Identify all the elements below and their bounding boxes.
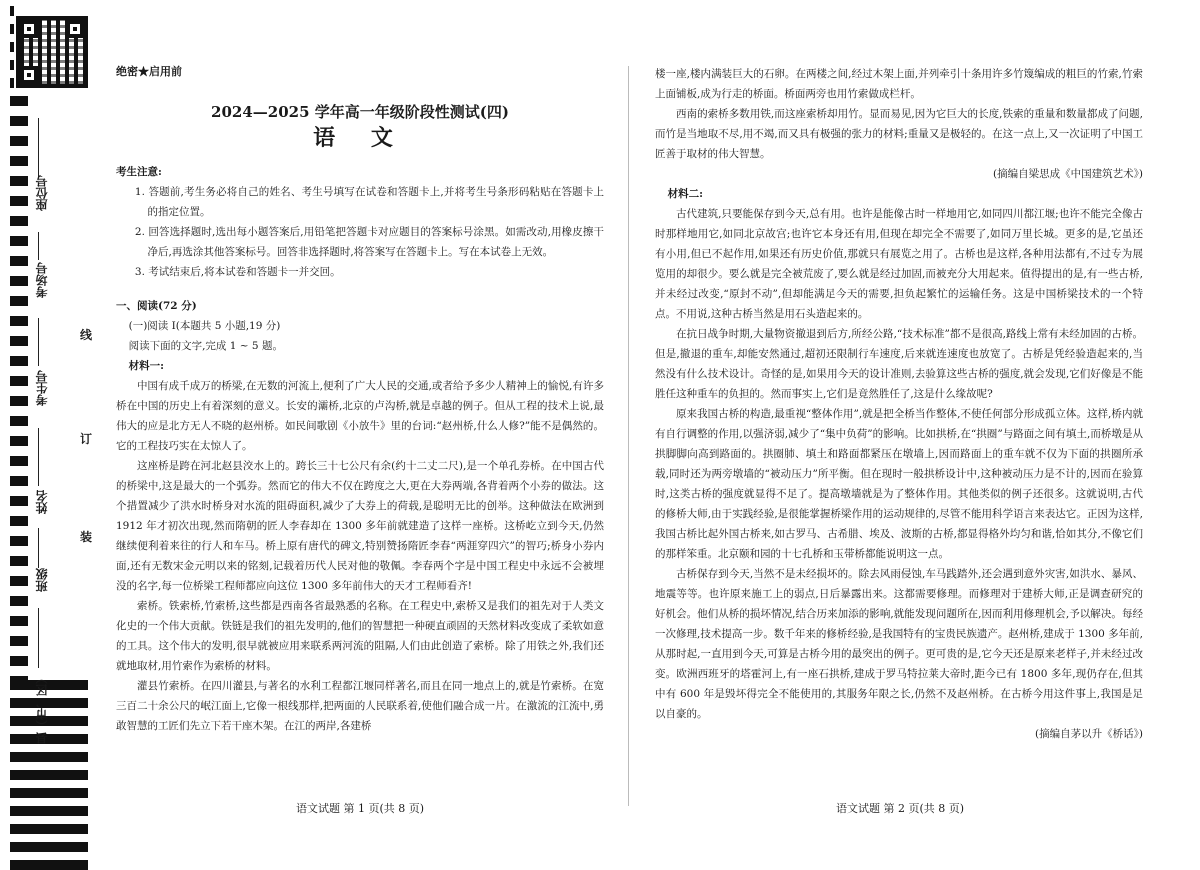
stripe-bar: [10, 24, 14, 34]
binding-margin: [0, 0, 100, 868]
qr-finder: [20, 66, 38, 84]
stripe-bar: [10, 216, 28, 226]
seal-char-bind: 订: [80, 432, 93, 446]
qr-finder: [66, 20, 84, 38]
stripe-bar: [10, 78, 14, 88]
field-class-label: 班级: [35, 568, 49, 592]
stripe-bar: [10, 456, 28, 466]
paragraph: 原来我国古桥的构造,最重视“整体作用”,就是把全桥当作整体,不使任何部分形成孤立体。这样,桥内就有自行调整的作用,以强济弱,减少了“集中负荷”的影响。比如拱桥,在“拱圈”与路面之间有填土,而桥墩是从拱脚脚向高到路面的。拱圈肺、填土和路面都紧压在墩墙上,因而路面上的重车就不仅为下面的拱圈所承载,同时还为两旁墩墙的“被动压力”所平衡。但在现时一般拱桥设计中,这种被动压力是不计的,因而在验算时,这类古桥的强度就显得不足了。提高墩墙就是为了整体作用。其他类似的例子还很多。这就说明,古代的修桥大师,由于实践经验,是很能掌握桥梁作用的运动规律的,尽管不能用科学语言来表达它。正因为这样,我国古桥比起外国古桥来,如古罗马、古希腊、埃及、波斯的古桥,都显得格外均匀和谐,恰如其分,不像它们的那样笨重。北京颐和园的十七孔桥和玉带桥都能说明这一点。: [655, 408, 1143, 560]
stripe-bar: [10, 156, 28, 166]
notice-item: 2. 回答选择题时,选出每小题答案后,用铅笔把答题卡对应题目的答案标号涂黑。如需改动,用橡皮擦干净后,再选涂其他答案标号。回答非选择题时,将答案写在答题卡上。写在本试卷上无效。: [134, 226, 604, 258]
paragraph: 在抗日战争时期,大量物资撤退到后方,所经公路,“技术标准”都不是很高,路线上常有未经加固的古桥。但是,撤退的重车,却能安然通过,超初还限制行车速度,后来就连速度也放宽了。古桥是凭经验造起来的,当然没有什么技术设计。奇怪的是,如果用今天的设计准则,去验算这些古桥的强度,就会发现,它们好像是不能胜任这种重车的负担的。然而事实上,它们是竟然胜任了,这是什么缘故呢?: [655, 328, 1143, 400]
stripe-bar: [10, 296, 28, 306]
secret-mark: 绝密★启用前: [116, 65, 182, 78]
stripe-bar: [10, 596, 28, 606]
page-2-footer: 语文试题 第 2 页(共 8 页): [835, 802, 965, 815]
stripe-bar: [10, 336, 28, 346]
paragraph: 这座桥是跨在河北赵县洨水上的。跨长三十七公尺有余(约十二丈二尺),是一个单孔券桥。在中国古代的桥梁中,这是最大的一个弧券。然而它的伟大不仅在跨度之大,更在大券两端,各背着两个小券的做法。这个措置减少了洪水时桥身对水流的阻碍面积,减少了大券上的荷载,是聪明无比的创举。这种做法在欧洲到 1912 年才初次出现,然而隋朝的匠人李春却在 1300 多年前就建造了这样一座桥。这桥屹立到今天,仍然继续便利着来往的行人和车马。桥上原有唐代的碑文,特别赞扬隋匠李春“两涯穿四穴”的智巧;桥身小券内面,还有无数宋金元明以来的铭刻,记载着历代人民对他的敬佩。李春两个字是中国工程史中永远不会被埋没的名字,每一位桥梁工程师都应向这位 1300 多年前伟大的天才工程师看齐!: [116, 460, 604, 592]
paragraph: 西南的索桥多数用铁,而这座索桥却用竹。显而易见,因为它巨大的长度,铁索的重量和数量都成了问题,而竹是当地取不尽,用不竭,而又具有极强的张力的材料;重量又是极轻的。在这一点上,又一次证明了中国工匠善于取材的伟大智慧。: [655, 108, 1143, 160]
stripe-bar: [10, 496, 28, 506]
notice-heading: 考生注意:: [116, 166, 162, 178]
notice-item: 1. 答题前,考生务必将自己的姓名、考生号填写在试卷和答题卡上,并将考生号条形码粘贴在答题卡上的指定位置。: [134, 186, 604, 218]
paragraph: 中国有成千成万的桥梁,在无数的河流上,便利了广大人民的交通,或者给予多少人精神上的愉悦,有许多桥在中国的历史上有着深刻的意义。长安的灞桥,北京的卢沟桥,就是卓越的例子。但从工程的技术上说,最伟大的应是北方无人不晓的赵州桥。如民间歌剧《小放牛》里的台词:“赵州桥,什么人修?”能不是偶然的。它的工程技巧实在太惊人了。: [116, 380, 604, 452]
page-divider: [628, 66, 629, 806]
stripe-bar: [10, 860, 88, 870]
stripe-bar: [10, 6, 14, 16]
seal-char-line: 线: [80, 328, 93, 342]
stripe-bar: [10, 396, 28, 406]
paragraph: 古桥保存到今天,当然不是未经损坏的。除去风雨侵蚀,车马践踏外,还会遇到意外灾害,如洪水、暴风、地震等等。也许原来施工上的弱点,日后暴露出来。这都需要修理。而修理对于建桥大师,正是调查研究的好机会。他们从桥的损坏情况,结合历来加添的影响,就能发现问题所在,因而利用修理机会,予以解决。每经一次修理,技术提高一步。数千年来的修桥经验,是我国特有的宝贵民族遗产。赵州桥,建成于 1300 多年前,从那时起,一直用到今天,可算是古桥今用的最突出的例子。更可贵的是,它今天还是原来老样子,并未经过改变。欧洲西班牙的塔霍河上,有一座石拱桥,建成于罗马特拉莱大帝时,距今已有 1800 多年,现仍存在,但其中有 600 年是毁坏得完全不能使用的,其服务年限之长,仍然不及赵州桥。在古桥今用这件事上,我国是足以自豪的。: [655, 568, 1143, 720]
paragraph: 古代建筑,只要能保存到今天,总有用。也许是能像古时一样地用它,如同四川都江堰;也许不能完全像古时那样地用它,如同北京故宫;也许它本身还有用,但现在却完全不需要了,如同万里长城。更多的是,它虽还有小用,但已不起作用,如果还有历史价值,那就只有展览之用了。古桥也是这样,各种用法都有,不过专为展览用的却很少。要么就是完全被荒废了,要么就是经过加固,而被充分大用起来。值得提出的是,有一些古桥,并未经过改变,“原封不动”,但却能满足今天的需要,担负起繁忙的运输任务。这是中国桥梁技术的一个特点。不用说,这种古桥当然是用石头造起来的。: [655, 208, 1143, 320]
stripe-bar: [10, 42, 14, 52]
field-line-seat: [38, 118, 39, 178]
field-county-label: 县（市、区）: [35, 672, 49, 744]
section-heading: 一、阅读(72 分): [116, 300, 197, 312]
stripe-bar: [10, 116, 28, 126]
field-name-label: 姓名: [35, 490, 49, 514]
stripe-bar: [10, 842, 88, 852]
field-line-examno: [38, 318, 39, 366]
stripe-bar: [10, 376, 28, 386]
field-line-class: [38, 528, 39, 568]
page-2: [655, 64, 1143, 744]
qr-finder: [20, 20, 38, 38]
stripe-bar: [10, 616, 28, 626]
paragraph: 灌县竹索桥。在四川灌县,与著名的水利工程都江堰同样著名,而且在同一地点上的,就是竹索桥。在宽三百二十余公尺的岷江面上,它像一根线那样,把两面的人民联系着,使他们融合成一片。在激流的江流中,勇敢智慧的工匠们先立下若干座木架。在江的两岸,各建桥: [116, 680, 604, 732]
stripe-bar: [10, 256, 28, 266]
qr-code: [16, 16, 88, 88]
field-line-room: [38, 232, 39, 260]
page-1-footer: 语文试题 第 1 页(共 8 页): [295, 802, 425, 815]
field-line-name: [38, 428, 39, 486]
stripe-bar: [10, 196, 28, 206]
stripe-bar: [10, 276, 28, 286]
field-examno-label: 考生号: [35, 370, 49, 406]
stripe-bar: [10, 356, 28, 366]
stripe-bar: [10, 436, 28, 446]
stripe-bar: [10, 576, 28, 586]
stripe-bar: [10, 788, 88, 798]
stripe-bar: [10, 416, 28, 426]
stripe-bar: [10, 656, 28, 666]
stripe-bar: [10, 236, 28, 246]
stripe-bar: [10, 476, 28, 486]
material-2-label: 材料二:: [667, 188, 703, 200]
field-room-label: 考场号: [35, 262, 49, 298]
field-seat-label: 座位号: [35, 175, 49, 211]
stripe-bar: [10, 556, 28, 566]
stripe-bar: [10, 96, 28, 106]
stripe-bar: [10, 60, 14, 70]
source-citation: (摘编自茅以升《桥话》): [1035, 728, 1143, 740]
material-1-label: 材料一:: [128, 360, 164, 372]
field-line-county: [38, 608, 39, 668]
stripe-bar: [10, 536, 28, 546]
stripe-bar: [10, 824, 88, 834]
paragraph: 索桥。铁索桥,竹索桥,这些都是西南各省最熟悉的名称。在工程史中,索桥又是我们的祖先对于人类文化史的一个伟大贡献。铁链是我们的祖先发明的,他们的智慧把一种硬直顽固的天然材料改变成了柔软如意的工具。这个伟大的发明,很早就被应用来联系两河流的阻隔,人们由此创造了索桥。除了用铁之外,我们还就地取材,用竹索作为索桥的材料。: [116, 600, 604, 672]
stripe-bar: [10, 176, 28, 186]
stripe-bar: [10, 516, 28, 526]
page-1: [116, 62, 604, 736]
instruction: 阅读下面的文字,完成 1 ~ 5 题。: [128, 340, 283, 352]
paragraph: 楼一座,楼内满装巨大的石卵。在两楼之间,经过木架上面,并列牵引十条用许多竹篾编成的粗巨的竹索,竹索上面铺板,成为行走的桥面。桥面两旁也用竹索做成栏杆。: [655, 68, 1143, 100]
subject-title: 语 文: [313, 125, 407, 151]
stripe-bar: [10, 136, 28, 146]
stripe-bar: [10, 770, 88, 780]
stripe-bar: [10, 316, 28, 326]
subsection-heading: (一)阅读 I(本题共 5 小题,19 分): [128, 320, 281, 332]
stripe-bar: [10, 752, 88, 762]
stripe-bar: [10, 636, 28, 646]
notice-item: 3. 考试结束后,将本试卷和答题卡一并交回。: [134, 266, 341, 278]
source-citation: (摘编自梁思成《中国建筑艺术》): [993, 168, 1143, 180]
stripe-bar: [10, 806, 88, 816]
seal-char-pack: 装: [80, 530, 93, 544]
exam-title: 2024—2025 学年高一年级阶段性测试(四): [211, 103, 509, 121]
